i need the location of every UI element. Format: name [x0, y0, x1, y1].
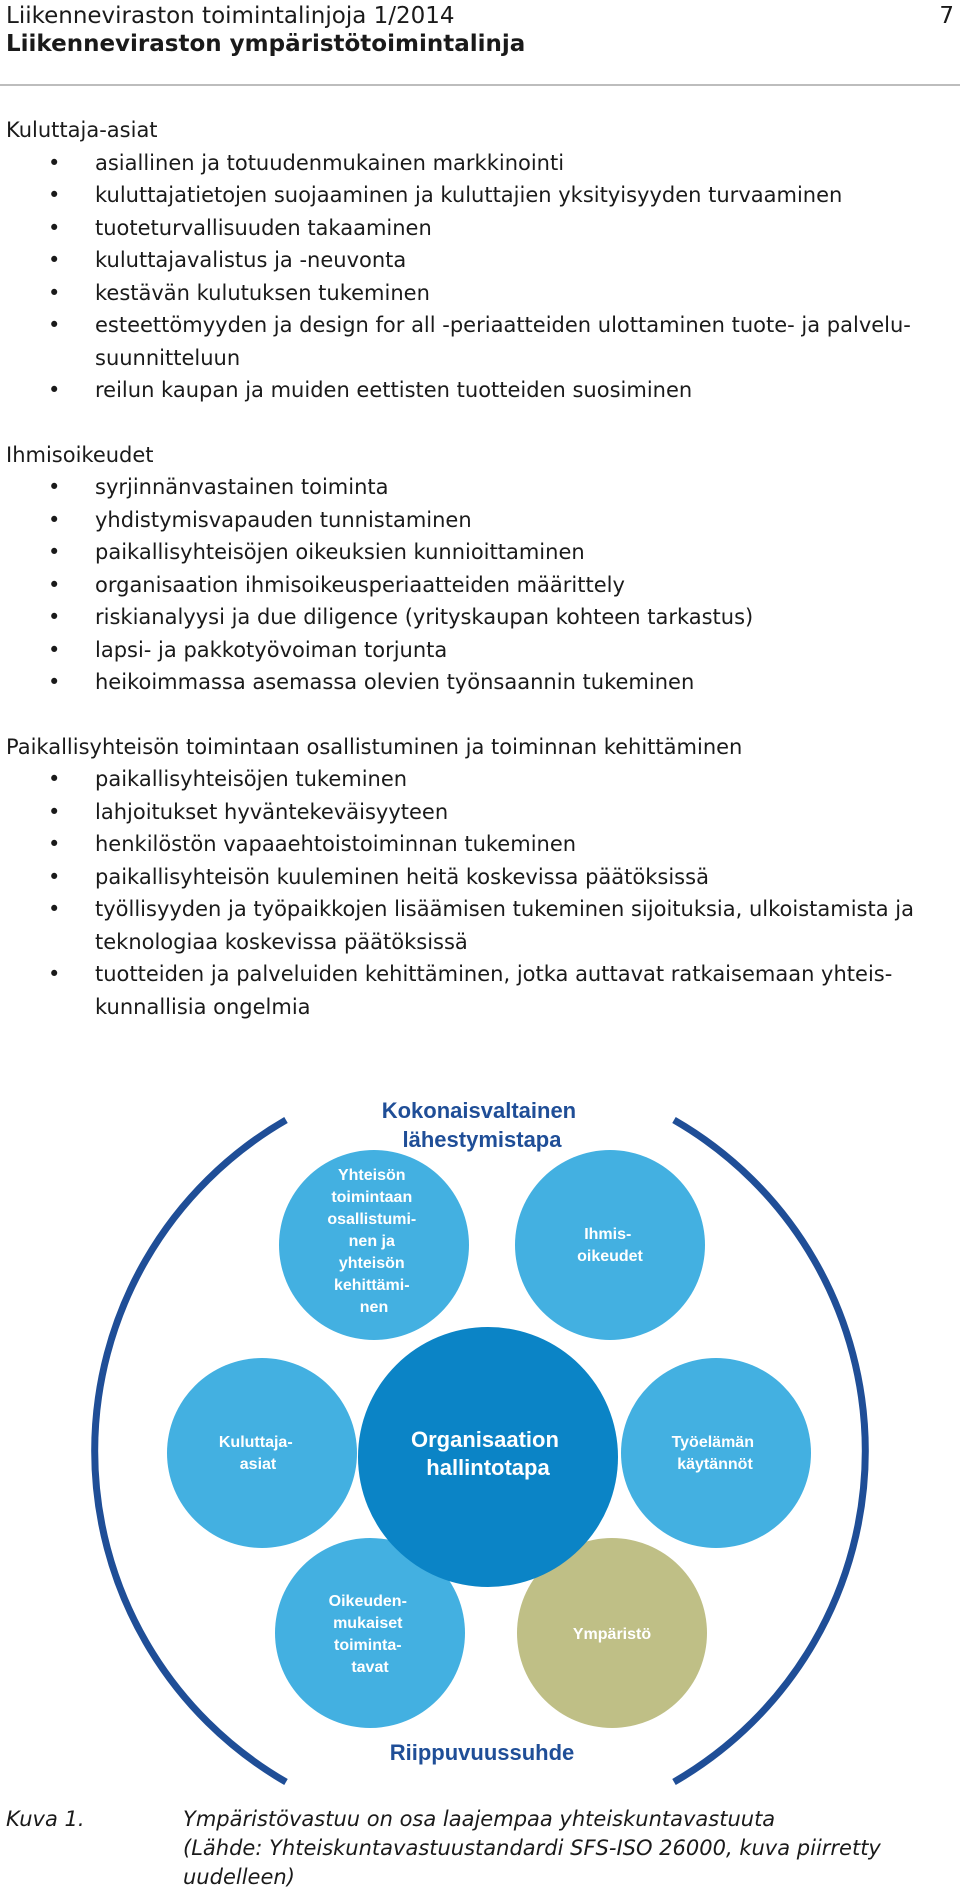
list-item: • organisaation ihmisoikeusperiaatteiden määrittely — [48, 572, 625, 597]
list-item: • riskianalyysi ja due diligence (yrityskaupan kohteen tarkastus) — [48, 605, 754, 629]
list-item: • työllisyyden ja työpaikkojen lisäämisen tukeminen sijoituksia, ulkoistamista ja teknologiaa koskevissa päätöksissä — [48, 897, 914, 954]
body-text — [6, 114, 956, 1023]
list-item: • heikoimmassa asemassa olevien työnsaannin tukeminen — [48, 670, 695, 694]
list-item: • kuluttajavalistus ja -neuvonta — [48, 248, 407, 272]
list-item: • reilun kaupan ja muiden eettisten tuotteiden suosiminen — [48, 378, 693, 402]
caption-label: Kuva 1. — [6, 1807, 85, 1831]
list-item: • tuoteturvallisuuden takaaminen — [48, 215, 432, 240]
list-item: • yhdistymisvapauden tunnistaminen — [48, 507, 472, 532]
section-title-community: Paikallisyhteisön toimintaan osallistuminen ja toiminnan kehittäminen — [6, 734, 743, 759]
list-item: • henkilöstön vapaaehtoistoiminnan tukeminen — [48, 832, 577, 856]
list-item: • syrjinnänvastainen toiminta — [48, 475, 389, 499]
bullet-list-human-rights — [6, 471, 956, 699]
list-item: • lapsi- ja pakkotyövoiman torjunta — [48, 637, 448, 662]
iso26000-diagram — [0, 1085, 960, 1805]
label-governance: Organisaation hallintotapa — [410, 1427, 559, 1480]
page-number: 7 — [939, 3, 954, 29]
header-divider — [0, 84, 960, 86]
circle-human-rights — [515, 1150, 705, 1340]
interdependence-label: Riippuvuussuhde — [389, 1740, 575, 1765]
list-item: • lahjoitukset hyväntekeväisyyteen — [48, 799, 449, 824]
label-fair-operating: Oikeuden- mukaiset toiminta- tavat — [328, 1593, 407, 1676]
circle-consumer — [167, 1358, 357, 1548]
label-human-rights: Ihmis- oikeudet — [577, 1226, 643, 1265]
label-consumer: Kuluttaja- asiat — [218, 1434, 293, 1473]
list-item: • kestävän kulutuksen tukeminen — [48, 280, 430, 305]
list-item: • tuotteiden ja palveluiden kehittäminen, jotka auttavat ratkaisemaan yhteis- kunnallisia ongelmia — [48, 962, 893, 1019]
bullet-list-community — [6, 763, 956, 1023]
list-item: • esteettömyyden ja design for all -periaatteiden ulottaminen tuote- ja palvelu- suunnitteluun — [48, 313, 911, 370]
list-item: • kuluttajatietojen suojaaminen ja kuluttajien yksityisyyden turvaaminen — [48, 183, 843, 207]
circle-labour — [621, 1358, 811, 1548]
list-item: • paikallisyhteisöjen tukeminen — [48, 767, 408, 791]
label-environment: Ympäristö — [572, 1626, 652, 1643]
list-item: • paikallisyhteisöjen oikeuksien kunnioittaminen — [48, 540, 585, 564]
section-title-consumer-issues: Kuluttaja-asiat — [6, 118, 158, 142]
list-item: • asiallinen ja totuudenmukainen markkinointi — [48, 150, 565, 175]
list-item: • paikallisyhteisön kuuleminen heitä koskevissa päätöksissä — [48, 864, 709, 889]
label-community: Yhteisön toimintaan osallistumi- nen ja yhteisön kehittämi- nen — [327, 1167, 417, 1316]
section-title-human-rights: Ihmisoikeudet — [6, 442, 154, 467]
holistic-approach-label: Kokonaisvaltainen lähestymistapa — [381, 1098, 577, 1152]
publication-title: Liikenneviraston ympäristötoimintalinja — [6, 31, 526, 57]
bullet-list-consumer-issues — [6, 147, 956, 407]
caption-text: Ympäristövastuu on osa laajempaa yhteiskuntavastuuta (Lähde: Yhteiskuntavastuustandardi SFS-ISO 26000, kuva piirretty uudelleen) — [183, 1807, 881, 1889]
publication-series: Liikenneviraston toimintalinjoja 1/2014 — [6, 3, 455, 29]
label-labour: Työelämän käytännöt — [671, 1434, 754, 1473]
